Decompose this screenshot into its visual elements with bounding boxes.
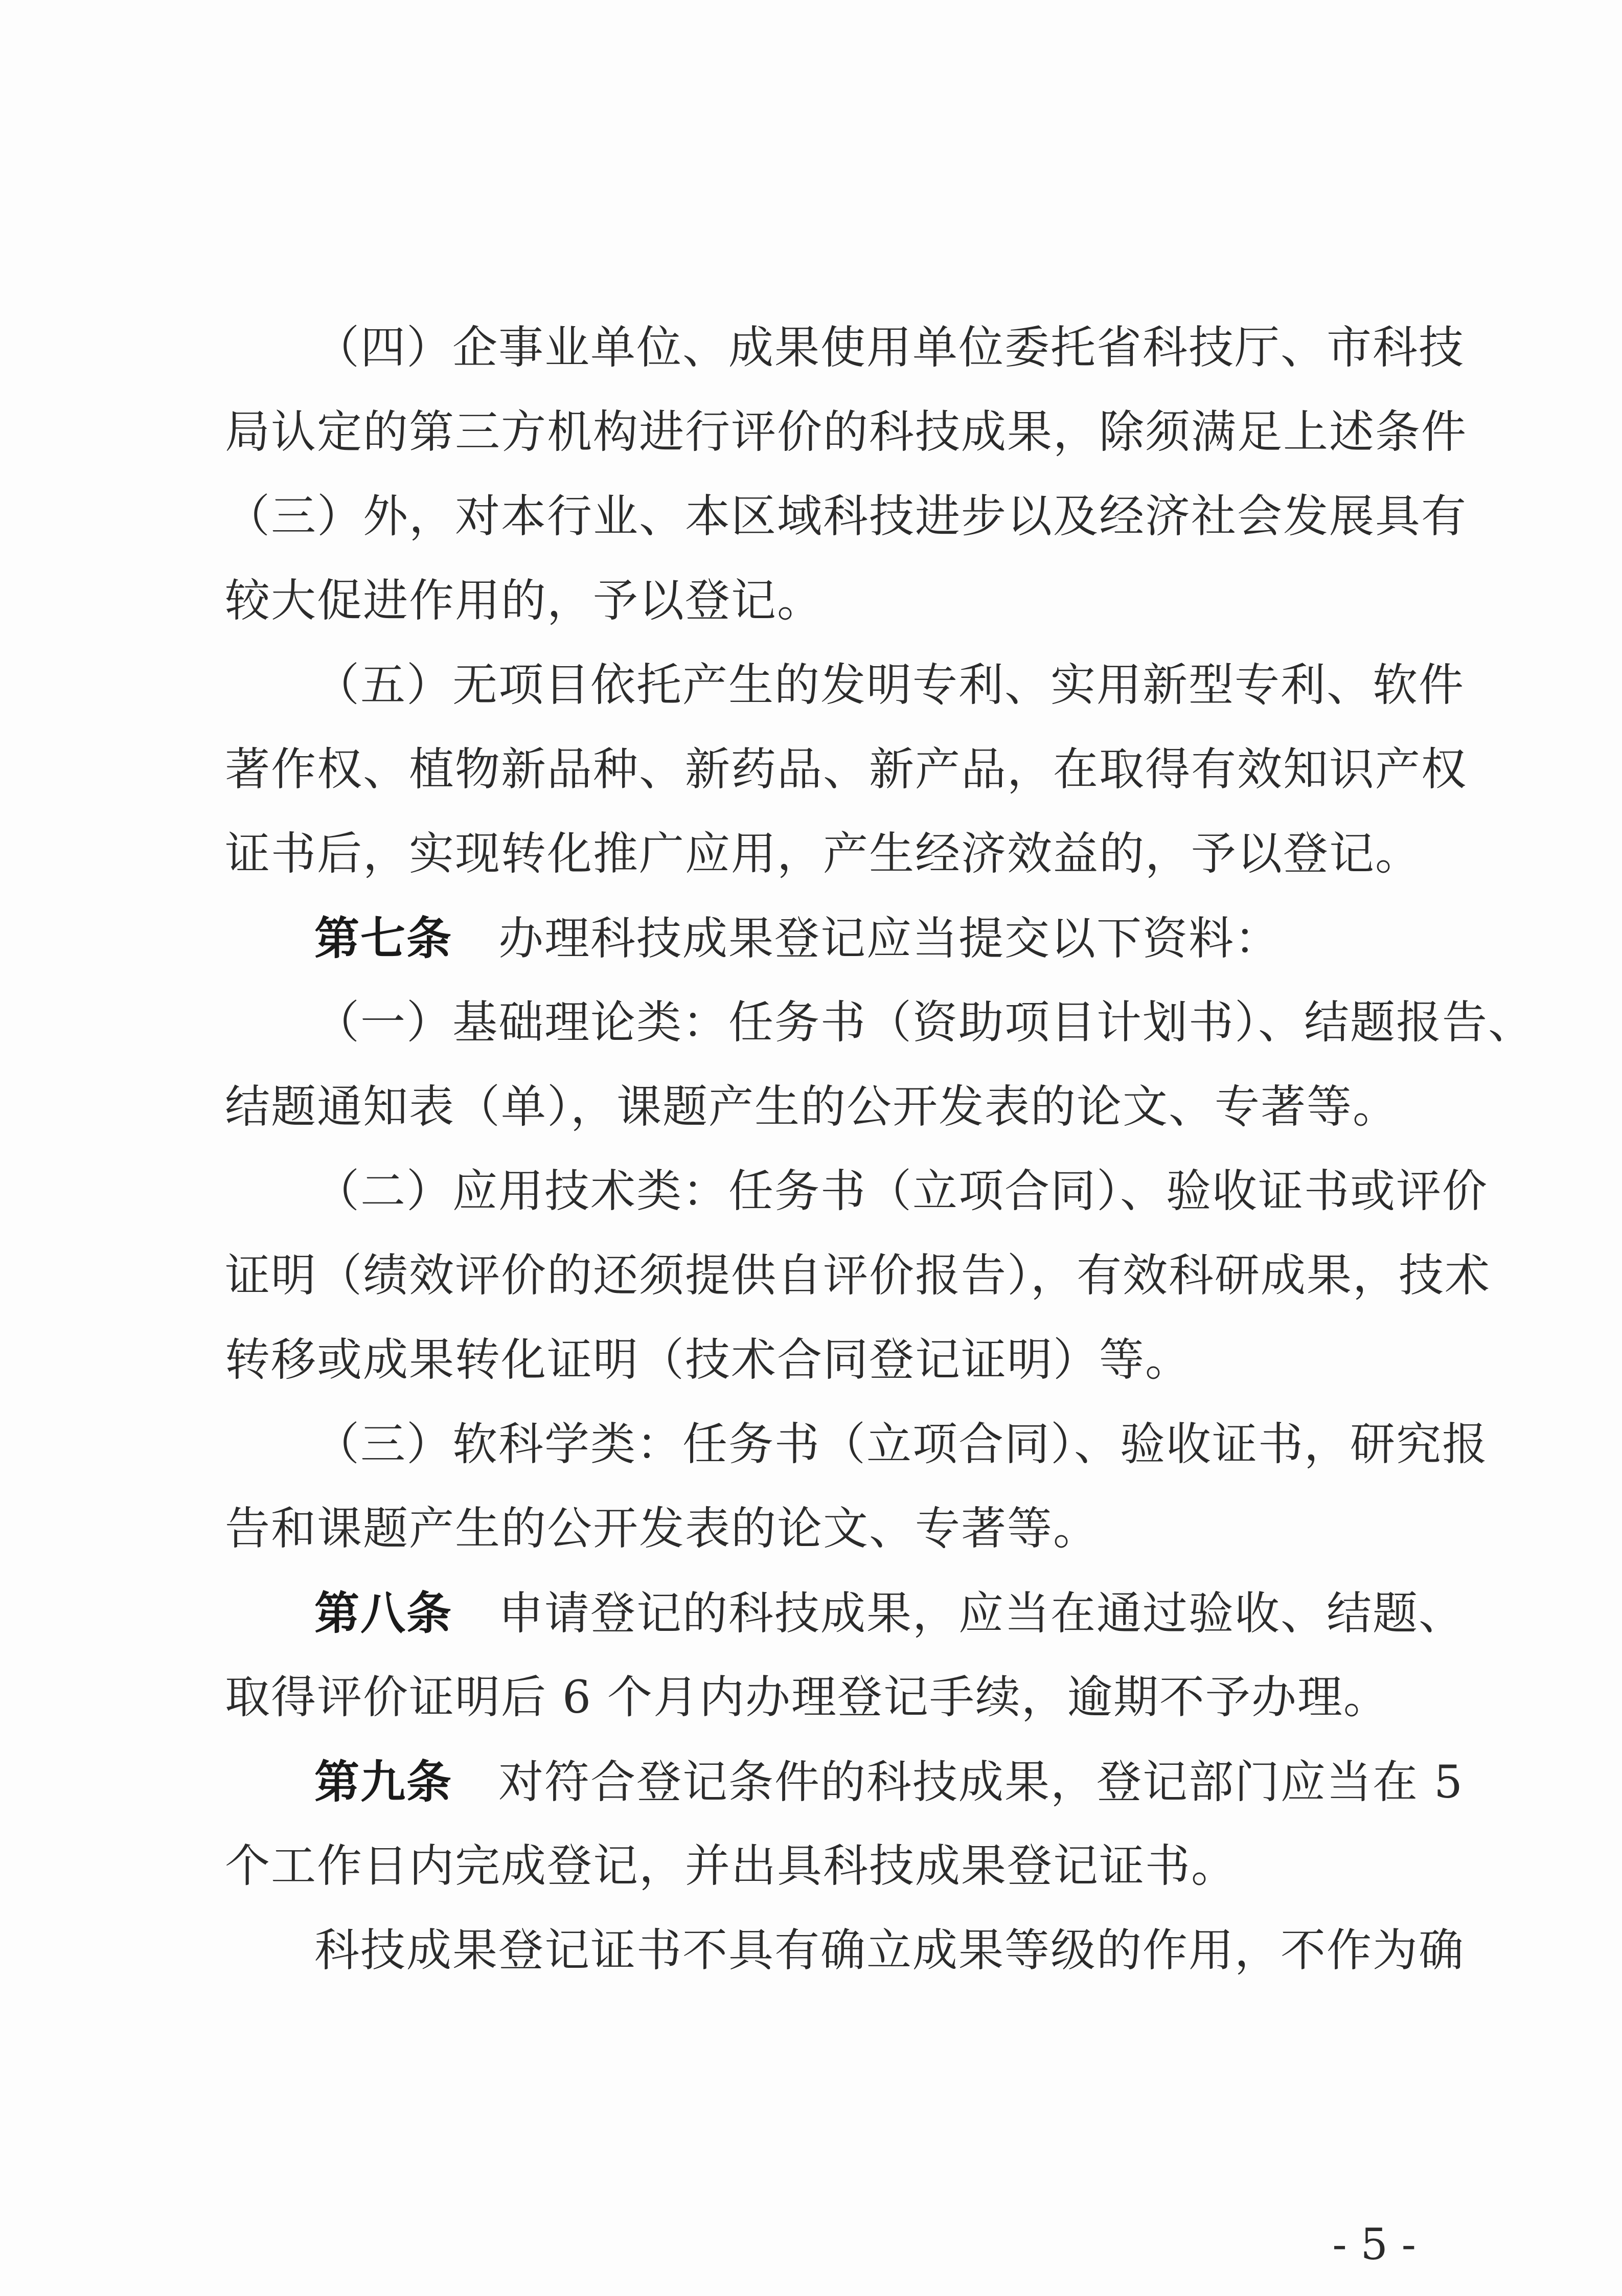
- article-heading: 第八条: [314, 1586, 453, 1640]
- text-line: 局认定的第三方机构进行评价的科技成果，除须满足上述条件: [225, 405, 1468, 458]
- text-line: 对符合登记条件的科技成果，登记部门应当在 5: [498, 1756, 1464, 1808]
- text-line: （四）企事业单位、成果使用单位委托省科技厅、市科技: [314, 321, 1465, 374]
- article-heading: 第九条: [314, 1755, 453, 1808]
- text-line: 转移或成果转化证明（技术合同登记证明）等。: [225, 1333, 1192, 1386]
- text-line: （五）无项目依托产生的发明专利、实用新型专利、软件: [314, 658, 1465, 711]
- text-line: 结题通知表（单），课题产生的公开发表的论文、专著等。: [225, 1080, 1399, 1133]
- text-line: 科技成果登记证书不具有确立成果等级的作用，不作为确: [314, 1924, 1465, 1976]
- article-paragraph: [314, 897, 1416, 979]
- text-line: （二）应用技术类：任务书（立项合同）、验收证书或评价: [314, 1165, 1489, 1217]
- page-number: - 5 -: [1332, 2219, 1416, 2269]
- text-line: 证书后，实现转化推广应用，产生经济效益的，予以登记。: [225, 827, 1422, 880]
- text-line: 证明（绩效评价的还须提供自评价报告），有效科研成果，技术: [225, 1249, 1491, 1302]
- article-heading: 第七条: [314, 912, 453, 965]
- text-line: 告和课题产生的公开发表的论文、专著等。: [225, 1502, 1100, 1555]
- article-paragraph: [314, 1572, 1465, 1654]
- text-line: 取得评价证明后 6 个月内办理登记手续，逾期不予办理。: [225, 1671, 1389, 1723]
- text-line: 著作权、植物新品种、新药品、新产品，在取得有效知识产权: [225, 743, 1468, 795]
- text-line: 办理科技成果登记应当提交以下资料：: [498, 912, 1281, 965]
- article-paragraph: [314, 1741, 1464, 1823]
- text-line: （三）外，对本行业、本区域科技进步以及经济社会发展具有: [225, 490, 1468, 542]
- text-line: 个工作日内完成登记，并出具科技成果登记证书。: [225, 1839, 1238, 1892]
- text-line: （三）软科学类：任务书（立项合同）、验收证书，研究报: [314, 1418, 1489, 1470]
- text-line: （一）基础理论类：任务书（资助项目计划书）、结题报告、: [314, 996, 1535, 1049]
- text-line: 申请登记的科技成果，应当在通过验收、结题、: [498, 1587, 1465, 1640]
- text-line: 较大促进作用的，予以登记。: [225, 574, 824, 627]
